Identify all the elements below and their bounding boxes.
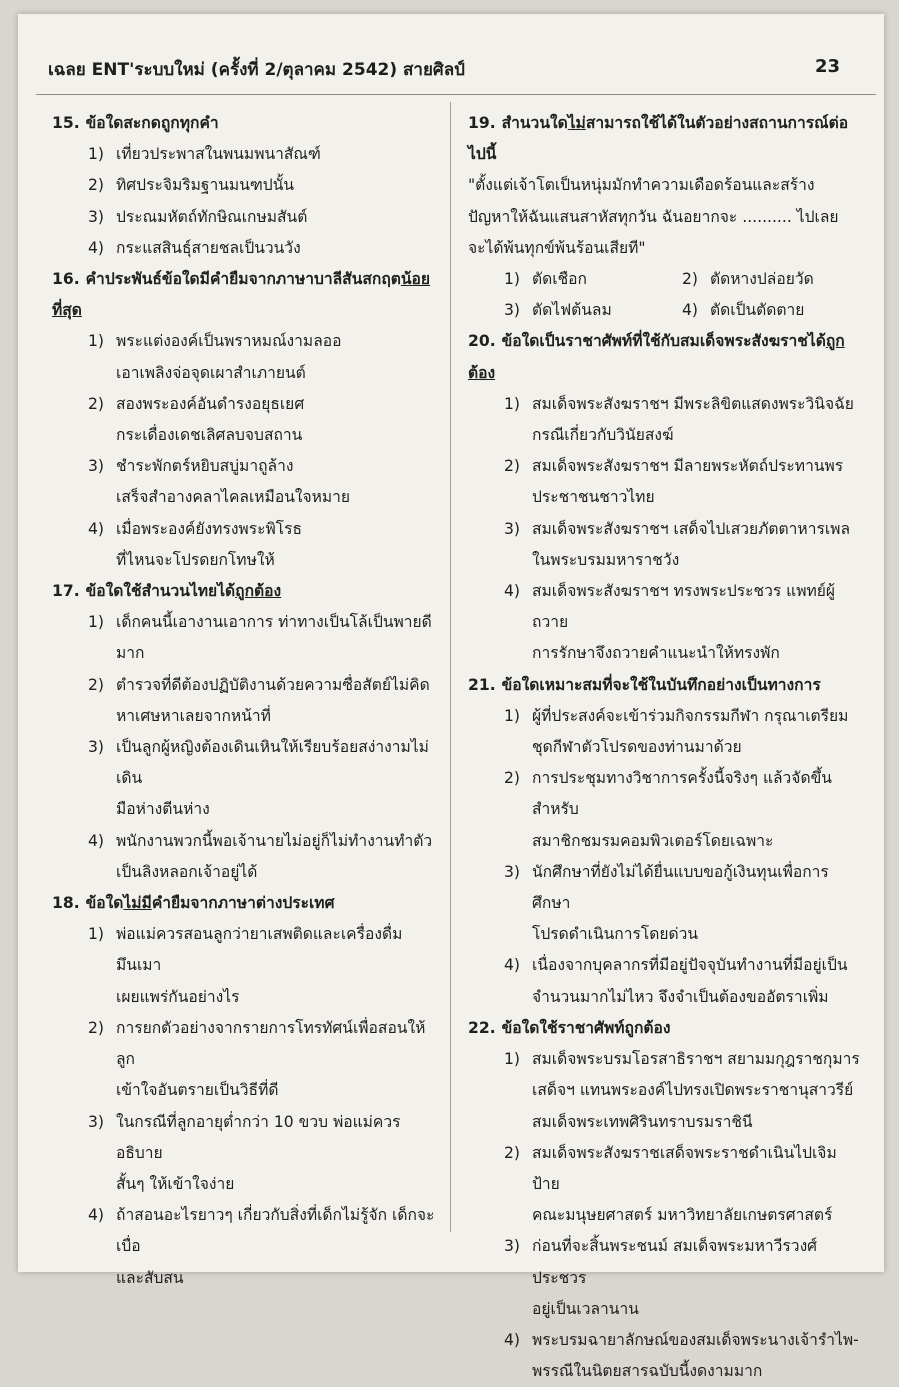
option-3 [52, 451, 442, 513]
header-divider [36, 94, 876, 95]
quote-line: "ตั้งแต่เจ้าโตเป็นหนุ่มมักทำความเดือดร้อนและสร้าง [468, 176, 815, 195]
option-line: พรรณีในนิตยสารฉบับนี้งดงามมาก [532, 1362, 763, 1381]
option-line: คณะมนุษยศาสตร์ มหาวิทยาลัยเกษตรศาสตร์ [532, 1206, 833, 1225]
option-4 [468, 950, 860, 1012]
option-text [532, 1325, 860, 1387]
option-text [116, 451, 442, 513]
option-number: 3) [504, 1237, 521, 1256]
question-text: ข้อใดเป็นราชาศัพท์ที่ใช้กับสมเด็จพระสังฆราชได้ [501, 332, 826, 351]
question-text: ข้อใดใช้สำนวนไทยได้ [85, 582, 236, 601]
option-text [532, 389, 860, 451]
question-title [468, 670, 860, 701]
option-line: ประชาชนชาวไทย [532, 488, 655, 507]
option-number: 3) [88, 457, 105, 476]
option-2 [52, 670, 442, 732]
question-title [52, 264, 442, 326]
option-line: การรักษาจึงถวายคำแนะนำให้ทรงพัก [532, 644, 780, 663]
option-text [116, 139, 442, 170]
option-text [532, 1138, 860, 1232]
option-row [468, 264, 860, 295]
option-number: 3) [88, 1112, 105, 1131]
option-1 [52, 919, 442, 1013]
option-text [532, 1231, 860, 1325]
option-4 [468, 576, 860, 670]
option-4 [52, 826, 442, 888]
option-line: ผู้ที่ประสงค์จะเข้าร่วมกิจกรรมกีฬา กรุณาเตรียม [532, 706, 849, 725]
question-22 [468, 1013, 860, 1387]
option-number: 3) [504, 519, 521, 538]
option-text [116, 233, 442, 264]
header-title: เฉลย ENT'ระบบใหม่ (ครั้งที่ 2/ตุลาคม 2542) สายศิลป์ [48, 60, 465, 80]
option-number: 4) [504, 1330, 521, 1349]
option-line: พ่อแม่ควรสอนลูกว่ายาเสพติดและเครื่องดื่มมึนเมา [116, 925, 403, 975]
option-1 [468, 389, 860, 451]
left-column [52, 108, 442, 1294]
option-line: พนักงานพวกนี้พอเจ้านายไม่อยู่ก็ไม่ทำงานทำตัว [116, 831, 433, 850]
option-number: 1) [504, 1050, 521, 1069]
option-line: สมเด็จพระสังฆราชฯ มีพระลิขิตแสดงพระวินิจฉัย [532, 394, 854, 413]
option-1 [52, 326, 442, 388]
option-3 [504, 295, 682, 326]
option-3 [52, 1107, 442, 1201]
option-line: สั้นๆ ให้เข้าใจง่าย [116, 1174, 235, 1193]
option-text [532, 763, 860, 857]
option-number: 4) [88, 831, 105, 850]
question-emphasis: ถูกต้อง [468, 332, 845, 382]
option-line: เนื่องจากบุคลากรที่มีอยู่ปัจจุบันทำงานที่มีอยู่เป็น [532, 956, 848, 975]
option-number: 4) [88, 238, 105, 257]
option-number: 1) [504, 394, 521, 413]
question-17 [52, 576, 442, 888]
option-text [116, 1013, 442, 1107]
option-2 [468, 763, 860, 857]
option-line: ชำระพักตร์หยิบสบู่มาถูล้าง [116, 457, 294, 476]
option-3 [52, 202, 442, 233]
question-text: ข้อใดเหมาะสมที่จะใช้ในบันทึกอย่างเป็นทางการ [501, 675, 821, 694]
option-1 [468, 701, 860, 763]
option-2 [52, 170, 442, 201]
question-emphasis: ไม่มี [123, 894, 152, 913]
question-number: 16. [52, 270, 80, 289]
question-title [468, 108, 860, 170]
option-text [532, 1044, 860, 1138]
option-text [116, 326, 442, 388]
question-text: ข้อใดสะกดถูกทุกคำ [85, 114, 219, 132]
option-line: เสด็จฯ แทนพระองค์ไปทรงเปิดพระราชานุสาวรีย์ [532, 1081, 854, 1100]
option-3 [468, 1231, 860, 1325]
option-line: ที่ไหนจะโปรดยกโทษให้ [116, 550, 275, 569]
question-text: ข้อใด [85, 894, 124, 913]
option-1 [52, 139, 442, 170]
option-text [532, 950, 860, 1012]
option-number: 4) [504, 956, 521, 975]
option-line: การยกตัวอย่างจากรายการโทรทัศน์เพื่อสอนให้ลูก [116, 1018, 426, 1069]
option-number: 1) [88, 145, 105, 164]
option-4 [682, 295, 860, 326]
option-line: สองพระองค์อันดำรงอยุธเยศ [116, 394, 305, 413]
question-15 [52, 108, 442, 264]
option-line: จำนวนมากไม่ไหว จึงจำเป็นต้องขออัตราเพิ่ม [532, 987, 829, 1006]
option-line: ก่อนที่จะสิ้นพระชนม์ สมเด็จพระมหาวีรวงศ์ประชวร [532, 1237, 818, 1287]
option-line: กรณีเกี่ยวกับวินัยสงฆ์ [532, 426, 674, 445]
option-text [532, 701, 860, 763]
option-number: 1) [88, 332, 105, 351]
question-emphasis: ไม่ [567, 114, 586, 132]
question-number: 17. [52, 582, 80, 601]
option-number: 3) [504, 301, 521, 320]
option-text [116, 1107, 442, 1201]
option-3 [468, 857, 860, 951]
question-number: 19. [468, 114, 496, 132]
question-text-after: สามารถใช้ได้ในตัวอย่างสถานการณ์ต่อไปนี้ [468, 114, 849, 164]
option-line: เมื่อพระองค์ยังทรงพระพิโรธ [116, 519, 303, 538]
option-text [116, 732, 442, 826]
option-text: ตัดไฟต้นลม [532, 301, 612, 320]
right-column-questions [468, 326, 860, 1387]
option-line: สมเด็จพระสังฆราชเสด็จพระราชดำเนินไปเจิมป้าย [532, 1143, 837, 1193]
option-line: อยู่เป็นเวลานาน [532, 1299, 639, 1318]
question-title [52, 888, 442, 919]
question-text: คำประพันธ์ข้อใดมีคำยืมจากภาษาบาลีสันสกฤต [85, 270, 401, 289]
option-text [116, 170, 442, 201]
option-line: สมเด็จพระเทพศิรินทราบรมราชินี [532, 1112, 753, 1131]
option-line: เอาเพลิงจ่อจุดเผาสำเภายนต์ [116, 363, 306, 382]
question-text: สำนวนใด [501, 114, 568, 132]
option-text [532, 857, 860, 951]
option-row [468, 295, 860, 326]
option-line: ในพระบรมมหาราชวัง [532, 550, 680, 569]
option-text [116, 514, 442, 576]
option-text [532, 451, 860, 513]
option-line: ถ้าสอนอะไรยาวๆ เกี่ยวกับสิ่งที่เด็กไม่รู้จัก เด็กจะเบื่อ [116, 1206, 435, 1256]
option-line: โปรดดำเนินการโดยด่วน [532, 925, 699, 944]
question-title [52, 108, 442, 139]
option-number: 3) [504, 862, 521, 881]
question-emphasis: น้อยที่สุด [52, 270, 431, 320]
question-19 [468, 108, 860, 326]
option-number: 2) [88, 675, 105, 694]
option-line: สมเด็จพระสังฆราชฯ เสด็จไปเสวยภัตตาหารเพล [532, 519, 851, 538]
option-number: 2) [88, 394, 105, 413]
option-line: สมเด็จพระสังฆราชฯ มีลายพระหัตถ์ประทานพร [532, 457, 844, 476]
question-number: 18. [52, 894, 80, 913]
option-number: 2) [88, 176, 105, 195]
option-2 [682, 264, 860, 295]
option-line: สมาชิกชมรมคอมพิวเตอร์โดยเฉพาะ [532, 831, 774, 850]
page-sheet [18, 14, 884, 1381]
question-title [52, 576, 442, 607]
option-text [532, 576, 860, 670]
question-18 [52, 888, 442, 1294]
page-header [48, 56, 848, 83]
option-4 [52, 514, 442, 576]
quote-line: จะได้พ้นทุกข์พ้นร้อนเสียที" [468, 238, 646, 257]
option-line: สมเด็จพระสังฆราชฯ ทรงพระประชวร แพทย์ผู้ถวาย [532, 582, 836, 632]
option-line: สมเด็จพระบรมโอรสาธิราชฯ สยามมกุฎราชกุมาร [532, 1050, 860, 1069]
option-number: 3) [88, 207, 105, 226]
option-4 [52, 233, 442, 264]
option-text [532, 514, 860, 576]
quote-line: ปัญหาให้ฉันแสนสาหัสทุกวัน ฉันอยากจะ .......... ไปเลย [468, 207, 839, 226]
option-2 [468, 1138, 860, 1232]
question-text-after: คำยืมจากภาษาต่างประเทศ [151, 894, 335, 913]
option-line: และสับสน [116, 1268, 184, 1287]
question-21 [468, 670, 860, 1013]
option-text [116, 919, 442, 1013]
option-line: เผยแพร่กันอย่างไร [116, 987, 240, 1006]
option-text: ตัดหางปล่อยวัด [710, 270, 814, 289]
option-1 [468, 1044, 860, 1138]
question-number: 22. [468, 1018, 496, 1037]
option-text [116, 670, 442, 732]
question-16 [52, 264, 442, 576]
option-line: เป็นลูกผู้หญิงต้องเดินเหินให้เรียบร้อยสง่างามไม่เดิน [116, 738, 429, 788]
option-number: 4) [88, 1206, 105, 1225]
page-number: 23 [814, 56, 840, 77]
right-column [468, 108, 860, 1387]
option-line: ตำรวจที่ดีต้องปฏิบัติงานด้วยความซื่อสัตย์ไม่คิด [116, 675, 430, 694]
option-line: การประชุมทางวิชาการครั้งนี้จริงๆ แล้วจัดขึ้นสำหรับ [532, 769, 832, 819]
option-text: ตัดเชือก [532, 270, 587, 289]
option-number: 1) [88, 925, 105, 944]
option-4 [468, 1325, 860, 1387]
question-text: ข้อใดใช้ราชาศัพท์ถูกต้อง [501, 1018, 671, 1037]
option-line: เที่ยวประพาสในพนมพนาสัณฑ์ [116, 145, 321, 164]
option-2 [52, 389, 442, 451]
option-1 [504, 264, 682, 295]
option-2 [468, 451, 860, 513]
question-number: 15. [52, 114, 80, 132]
option-text: ตัดเป็นตัดตาย [710, 301, 805, 320]
option-text [116, 202, 442, 233]
option-number: 2) [682, 270, 699, 289]
option-number: 4) [682, 301, 699, 320]
option-line: กระเดื่องเดชเลิศลบจบสถาน [116, 426, 303, 445]
option-number: 2) [504, 769, 521, 788]
option-number: 3) [88, 738, 105, 757]
option-line: กระแสสินธุ์สายชลเป็นวนวัง [116, 238, 301, 257]
option-line: พระแต่งองค์เป็นพราหมณ์งามลออ [116, 332, 342, 351]
option-number: 1) [88, 613, 105, 632]
option-line: เป็นลิงหลอกเจ้าอยู่ได้ [116, 862, 258, 881]
option-text [116, 826, 442, 888]
question-number: 20. [468, 332, 496, 351]
question-title [468, 1013, 860, 1044]
option-number: 2) [504, 457, 521, 476]
option-line: เข้าใจอันตรายเป็นวิธีที่ดี [116, 1081, 279, 1100]
option-line: เด็กคนนี้เอางานเอาการ ท่าทางเป็นโล้เป็นพายดีมาก [116, 613, 432, 663]
option-number: 1) [504, 270, 521, 289]
question-number: 21. [468, 675, 496, 694]
option-line: เสร็จสำอางคลาไคลเหมือนใจหมาย [116, 488, 351, 507]
column-divider [450, 102, 451, 1232]
option-text [116, 389, 442, 451]
option-line: หาเศษหาเลยจากหน้าที่ [116, 706, 271, 725]
option-line: ชุดกีฬาตัวโปรดของท่านมาด้วย [532, 738, 742, 757]
option-3 [52, 732, 442, 826]
option-number: 2) [88, 1018, 105, 1037]
option-line: นักศึกษาที่ยังไม่ได้ยื่นแบบขอกู้เงินทุนเพื่อการศึกษา [532, 862, 829, 913]
question-title [468, 326, 860, 388]
option-line: มือห่างตีนห่าง [116, 800, 210, 819]
option-1 [52, 607, 442, 669]
option-text [116, 607, 442, 669]
option-number: 2) [504, 1143, 521, 1162]
option-line: พระบรมฉายาลักษณ์ของสมเด็จพระนางเจ้ารำไพ- [532, 1330, 859, 1349]
question-20 [468, 326, 860, 669]
option-2 [52, 1013, 442, 1107]
option-number: 1) [504, 706, 521, 725]
option-number: 4) [504, 582, 521, 601]
option-line: ในกรณีที่ลูกอายุต่ำกว่า 10 ขวบ พ่อแม่ควรอธิบาย [116, 1112, 401, 1162]
option-3 [468, 514, 860, 576]
question-emphasis: ถูกต้อง [235, 582, 282, 601]
option-line: ประณมหัตถ์ทักษิณเกษมสันต์ [116, 207, 308, 226]
option-number: 4) [88, 519, 105, 538]
option-line: ทิศประจิมริมฐานมนฑปนั้น [116, 176, 295, 195]
